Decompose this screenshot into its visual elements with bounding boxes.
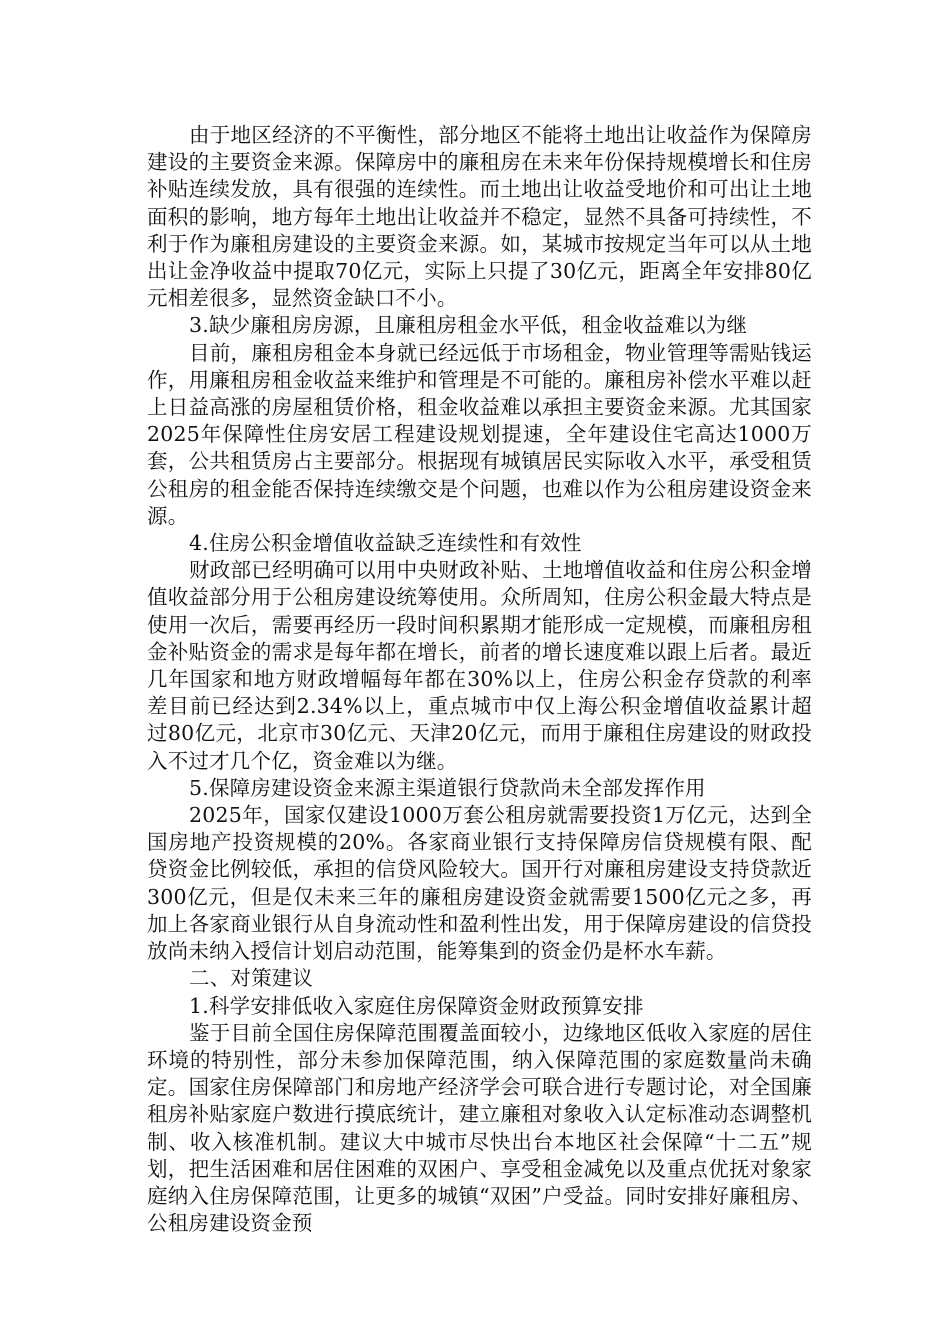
- body-paragraph: 目前，廉租房租金本身就已经远低于市场租金，物业管理等需贴钱运作，用廉租房租金收益来维护和管理是不可能的。廉租房补偿水平难以赶上日益高涨的房屋租赁价格，租金收益难以承担主要资金来源。尤其国家2025年保障性住房安居工程建设规划提速，全年建设住宅高达1000万套，公共租赁房占主要部分。根据现有城镇居民实际收入水平，承受租赁公租房的租金能否保持连续缴交是个问题，也难以作为公租房建设资金来源。: [147, 340, 812, 528]
- section-heading: 4.住房公积金增值收益缺乏连续性和有效性: [189, 531, 582, 556]
- body-paragraph: 鉴于目前全国住房保障范围覆盖面较小，边缘地区低收入家庭的居住环境的特别性，部分未参加保障范围，纳入保障范围的家庭数量尚未确定。国家住房保障部门和房地产经济学会可联合进行专题讨论，对全国廉租房补贴家庭户数进行摸底统计，建立廉租对象收入认定标准动态调整机制、收入核准机制。建议大中城市尽快出台本地区社会保障“十二五”规划，把生活困难和居住困难的双困户、享受租金减免以及重点优抚对象家庭纳入住房保障范围，让更多的城镇“双困”户受益。同时安排好廉租房、公租房建设资金预: [147, 1020, 812, 1236]
- chapter-heading: 二、对策建议: [189, 966, 314, 991]
- section-heading: 3.缺少廉租房房源，且廉租房租金水平低，租金收益难以为继: [189, 313, 748, 338]
- body-paragraph: 2025年，国家仅建设1000万套公租房就需要投资1万亿元，达到全国房地产投资规模的20%。各家商业银行支持保障房信贷规模有限、配贷资金比例较低，承担的信贷风险较大。国开行对廉租房建设支持贷款近300亿元，但是仅未来三年的廉租房建设资金就需要1500亿元之多，再加上各家商业银行从自身流动性和盈利性出发，用于保障房建设的信贷投放尚未纳入授信计划启动范围，能筹集到的资金仍是杯水车薪。: [147, 803, 812, 964]
- section-heading: 1.科学安排低收入家庭住房保障资金财政预算安排: [189, 993, 644, 1018]
- document-page: [147, 122, 812, 1237]
- body-paragraph: 由于地区经济的不平衡性，部分地区不能将土地出让收益作为保障房建设的主要资金来源。保障房中的廉租房在未来年份保持规模增长和住房补贴连续发放，具有很强的连续性。而土地出让收益受地价和可出让土地面积的影响，地方每年土地出让收益并不稳定，显然不具备可持续性，不利于作为廉租房建设的主要资金来源。如，某城市按规定当年可以从土地出让金净收益中提取70亿元，实际上只提了30亿元，距离全年安排80亿元相差很多，显然资金缺口不小。: [147, 123, 812, 311]
- section-heading: 5.保障房建设资金来源主渠道银行贷款尚未全部发挥作用: [189, 775, 706, 800]
- body-paragraph: 财政部已经明确可以用中央财政补贴、土地增值收益和住房公积金增值收益部分用于公租房建设统筹使用。众所周知，住房公积金最大特点是使用一次后，需要再经历一段时间积累期才能形成一定规模，而廉租房租金补贴资金的需求是每年都在增长，前者的增长速度难以跟上后者。最近几年国家和地方财政增幅每年都在30%以上，住房公积金存贷款的利率差目前已经达到2.34%以上，重点城市中仅上海公积金增值收益累计超过80亿元，北京市30亿元、天津20亿元，而用于廉租住房建设的财政投入不过才几个亿，资金难以为继。: [147, 558, 812, 773]
